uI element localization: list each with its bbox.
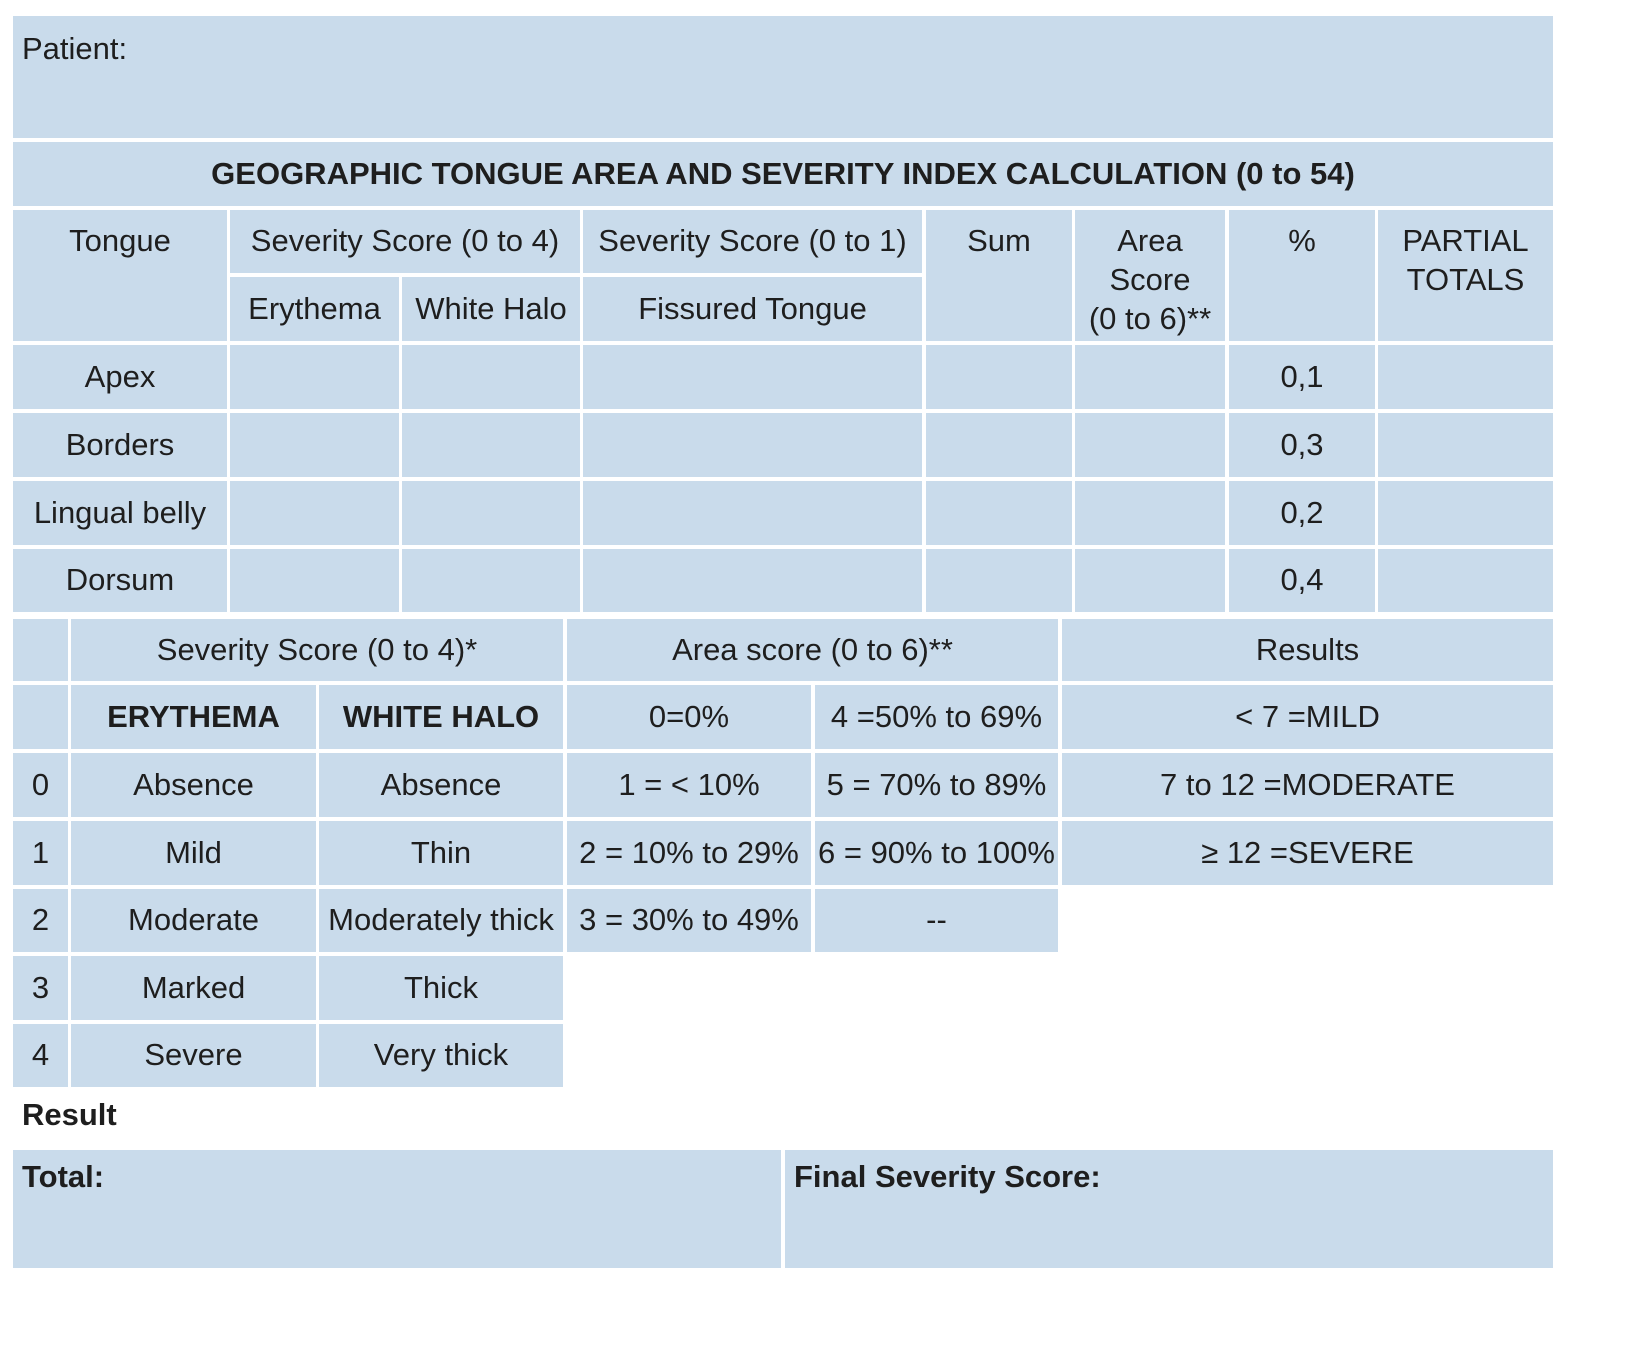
input-erythema-borders[interactable] bbox=[230, 413, 399, 477]
erythema-text: Marked bbox=[141, 969, 246, 1005]
header-severity-0-1 bbox=[583, 210, 922, 273]
score-text: 4 bbox=[31, 1037, 50, 1073]
white-halo-text: Moderately thick bbox=[328, 902, 554, 938]
input-partial-dorsum[interactable] bbox=[1378, 549, 1553, 612]
percent-value: 0,2 bbox=[1280, 494, 1324, 530]
input-sum-lingual-belly[interactable] bbox=[926, 481, 1072, 545]
header-severity-0-4 bbox=[230, 210, 580, 273]
header-area-score-line2: (0 to 6)** bbox=[1088, 300, 1212, 336]
legend-results-header-text: Results bbox=[1255, 631, 1360, 667]
subheader-erythema-text: Erythema bbox=[248, 290, 381, 326]
legend-white-halo-header-text: WHITE HALO bbox=[342, 698, 540, 734]
area-score-text: 5 = 70% to 89% bbox=[826, 766, 1047, 802]
input-white-halo-dorsum[interactable] bbox=[402, 549, 580, 612]
input-area-lingual-belly[interactable] bbox=[1075, 481, 1225, 545]
subheader-white-halo bbox=[402, 277, 580, 341]
result-severe bbox=[1062, 821, 1553, 885]
erythema-4 bbox=[71, 1024, 316, 1087]
header-area-score-line1: Area Score bbox=[1109, 223, 1191, 297]
input-erythema-dorsum[interactable] bbox=[230, 549, 399, 612]
area-score-3 bbox=[567, 889, 811, 952]
header-severity-0-4-text: Severity Score (0 to 4) bbox=[250, 223, 560, 259]
input-erythema-lingual-belly[interactable] bbox=[230, 481, 399, 545]
row-region-label: Apex bbox=[84, 358, 156, 394]
input-fissured-dorsum[interactable] bbox=[583, 549, 922, 612]
input-white-halo-apex[interactable] bbox=[402, 345, 580, 409]
score-text: 3 bbox=[31, 969, 50, 1005]
header-sum-text: Sum bbox=[967, 223, 1031, 258]
erythema-1 bbox=[71, 821, 316, 885]
percent-value: 0,3 bbox=[1280, 426, 1324, 462]
area-score-empty bbox=[815, 889, 1058, 952]
white-halo-text: Absence bbox=[380, 766, 502, 802]
area-score-text: 6 = 90% to 100% bbox=[818, 834, 1055, 870]
legend-results-header bbox=[1062, 619, 1553, 681]
subheader-white-halo-text: White Halo bbox=[415, 290, 567, 326]
score-text: 2 bbox=[31, 902, 50, 938]
header-tongue bbox=[13, 210, 227, 341]
severity-score-3 bbox=[13, 956, 68, 1020]
percent-value: 0,4 bbox=[1280, 562, 1324, 598]
area-score-text: 1 = < 10% bbox=[618, 766, 760, 802]
total-field[interactable] bbox=[13, 1150, 781, 1268]
row-region-apex bbox=[13, 345, 227, 409]
input-sum-dorsum[interactable] bbox=[926, 549, 1072, 612]
result-text: < 7 =MILD bbox=[1235, 698, 1380, 734]
score-text: 0 bbox=[31, 766, 50, 802]
row-region-label: Lingual belly bbox=[33, 494, 207, 530]
area-score-2 bbox=[567, 821, 811, 885]
area-score-text: 0=0% bbox=[648, 698, 730, 734]
header-partial-line1: PARTIAL bbox=[1402, 223, 1529, 258]
percent-apex bbox=[1229, 345, 1375, 409]
erythema-text: Severe bbox=[144, 1037, 243, 1073]
index-title bbox=[13, 142, 1553, 206]
erythema-2 bbox=[71, 889, 316, 952]
severity-score-4 bbox=[13, 1024, 68, 1087]
percent-value: 0,1 bbox=[1280, 358, 1324, 394]
percent-lingual-belly bbox=[1229, 481, 1375, 545]
result-moderate bbox=[1062, 753, 1553, 817]
severity-score-2 bbox=[13, 889, 68, 952]
input-sum-apex[interactable] bbox=[926, 345, 1072, 409]
severity-score-0 bbox=[13, 753, 68, 817]
input-white-halo-lingual-belly[interactable] bbox=[402, 481, 580, 545]
patient-label: Patient: bbox=[22, 31, 128, 66]
legend-erythema-header-text: ERYTHEMA bbox=[107, 698, 280, 734]
score-text: 1 bbox=[31, 834, 50, 870]
legend-blank-corner bbox=[13, 619, 68, 681]
result-text: 7 to 12 =MODERATE bbox=[1160, 766, 1455, 802]
result-mild bbox=[1062, 685, 1553, 749]
header-severity-0-1-text: Severity Score (0 to 1) bbox=[598, 223, 907, 259]
white-halo-4 bbox=[319, 1024, 563, 1087]
input-fissured-borders[interactable] bbox=[583, 413, 922, 477]
percent-borders bbox=[1229, 413, 1375, 477]
area-score-5 bbox=[815, 753, 1058, 817]
final-severity-label: Final Severity Score: bbox=[794, 1159, 1101, 1194]
area-score-text: 3 = 30% to 49% bbox=[579, 902, 799, 938]
area-score-text: 4 =50% to 69% bbox=[830, 698, 1043, 734]
legend-area-header bbox=[567, 619, 1058, 681]
input-area-dorsum[interactable] bbox=[1075, 549, 1225, 612]
area-score-text: -- bbox=[926, 902, 947, 938]
erythema-0 bbox=[71, 753, 316, 817]
row-region-dorsum bbox=[13, 549, 227, 612]
white-halo-2 bbox=[319, 889, 563, 952]
input-area-apex[interactable] bbox=[1075, 345, 1225, 409]
area-score-1 bbox=[567, 753, 811, 817]
area-score-0 bbox=[567, 685, 811, 749]
total-label: Total: bbox=[22, 1159, 105, 1194]
input-partial-lingual-belly[interactable] bbox=[1378, 481, 1553, 545]
input-erythema-apex[interactable] bbox=[230, 345, 399, 409]
area-score-4 bbox=[815, 685, 1058, 749]
erythema-3 bbox=[71, 956, 316, 1020]
header-partial-totals bbox=[1378, 210, 1553, 341]
input-partial-apex[interactable] bbox=[1378, 345, 1553, 409]
header-percent-text: % bbox=[1288, 223, 1316, 258]
legend-erythema-header bbox=[71, 685, 316, 749]
input-fissured-lingual-belly[interactable] bbox=[583, 481, 922, 545]
input-area-borders[interactable] bbox=[1075, 413, 1225, 477]
row-region-label: Borders bbox=[65, 426, 175, 462]
row-region-label: Dorsum bbox=[65, 562, 175, 598]
severity-score-1 bbox=[13, 821, 68, 885]
area-score-6 bbox=[815, 821, 1058, 885]
white-halo-text: Thick bbox=[403, 969, 479, 1005]
white-halo-1 bbox=[319, 821, 563, 885]
erythema-text: Moderate bbox=[128, 902, 259, 938]
input-fissured-apex[interactable] bbox=[583, 345, 922, 409]
white-halo-0 bbox=[319, 753, 563, 817]
legend-area-header-text: Area score (0 to 6)** bbox=[672, 631, 953, 667]
legend-severity-header-text: Severity Score (0 to 4)* bbox=[156, 631, 478, 667]
patient-field[interactable] bbox=[13, 16, 1553, 138]
legend-severity-header bbox=[71, 619, 563, 681]
white-halo-text: Very thick bbox=[373, 1037, 509, 1073]
index-title-text: GEOGRAPHIC TONGUE AREA AND SEVERITY INDEX CALCULATION (0 to 54) bbox=[211, 155, 1355, 191]
result-text: ≥ 12 =SEVERE bbox=[1201, 834, 1414, 870]
white-halo-3 bbox=[319, 956, 563, 1020]
legend-white-halo-header bbox=[319, 685, 563, 749]
header-area-score bbox=[1075, 210, 1225, 341]
header-percent bbox=[1229, 210, 1375, 341]
white-halo-text: Thin bbox=[410, 834, 472, 870]
subheader-fissured bbox=[583, 277, 922, 341]
row-region-borders bbox=[13, 413, 227, 477]
input-partial-borders[interactable] bbox=[1378, 413, 1553, 477]
erythema-text: Mild bbox=[165, 834, 222, 870]
input-white-halo-borders[interactable] bbox=[402, 413, 580, 477]
percent-dorsum bbox=[1229, 549, 1375, 612]
row-region-lingual-belly bbox=[13, 481, 227, 545]
erythema-text: Absence bbox=[133, 766, 254, 802]
subheader-erythema bbox=[230, 277, 399, 341]
result-heading: Result bbox=[22, 1097, 117, 1132]
area-score-text: 2 = 10% to 29% bbox=[579, 834, 799, 870]
final-severity-field[interactable] bbox=[785, 1150, 1553, 1268]
legend-blank-score bbox=[13, 685, 68, 749]
header-sum bbox=[926, 210, 1072, 341]
input-sum-borders[interactable] bbox=[926, 413, 1072, 477]
header-partial-line2: TOTALS bbox=[1406, 261, 1525, 297]
header-tongue-text: Tongue bbox=[69, 223, 171, 258]
subheader-fissured-text: Fissured Tongue bbox=[638, 290, 867, 326]
